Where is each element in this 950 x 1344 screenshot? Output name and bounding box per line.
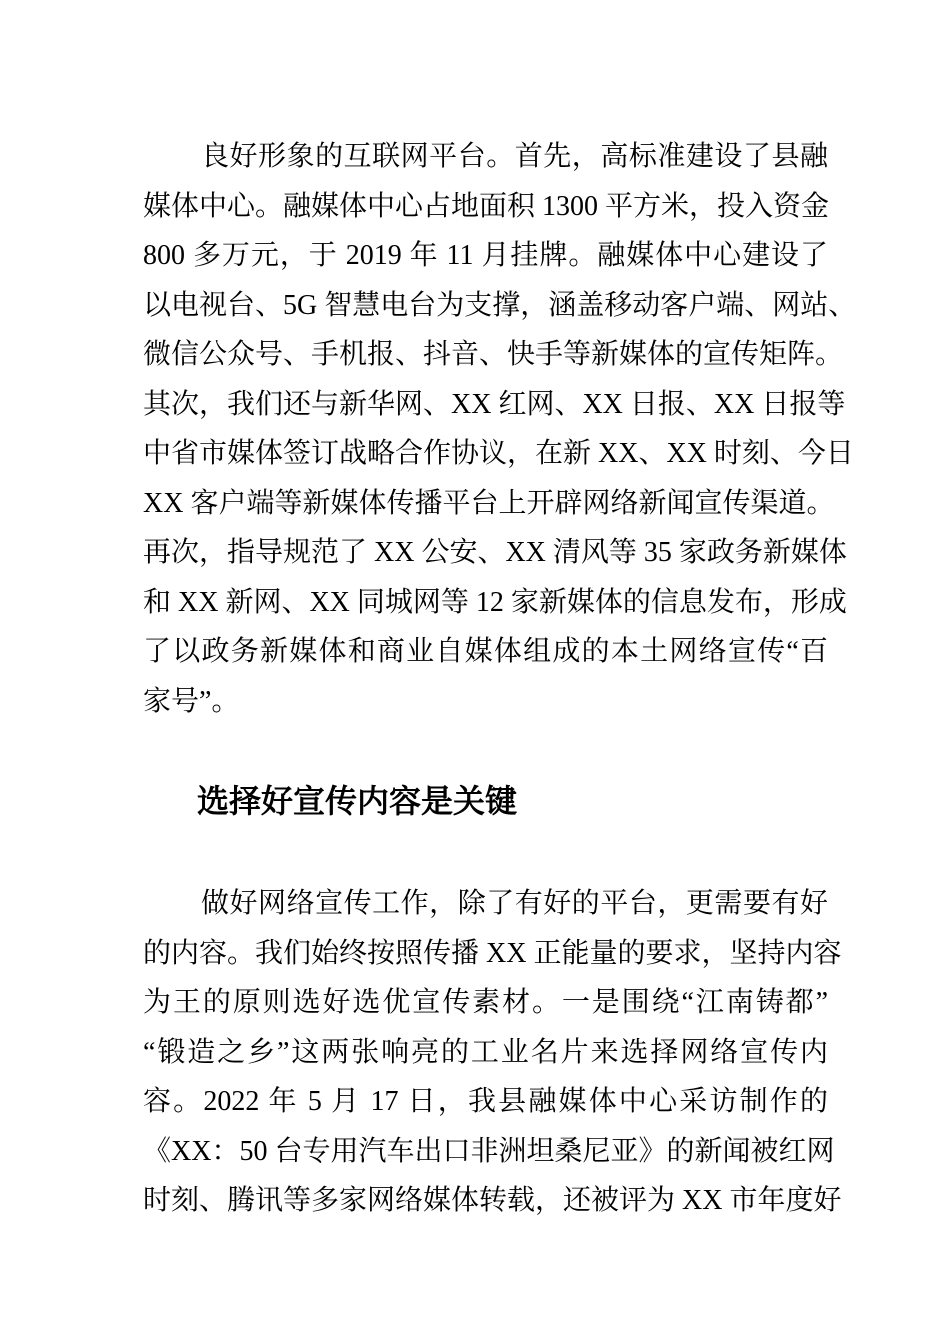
text-line: 了以政务新媒体和商业自媒体组成的本土网络宣传“百 <box>143 636 828 667</box>
text-line: 为王的原则选好选优宣传素材。一是围绕“江南铸都” <box>143 987 828 1018</box>
paragraph-platform-building <box>143 132 857 726</box>
paragraph-content-selection <box>143 879 842 1226</box>
text-line: 容。2022 年 5 月 17 日，我县融媒体中心采访制作的 <box>143 1086 828 1117</box>
text-line: 做好网络宣传工作，除了有好的平台，更需要有好 <box>201 888 828 919</box>
text-line: XX 客户端等新媒体传播平台上开辟网络新闻宣传渠道。 <box>143 487 835 519</box>
text-line: 再次，指导规范了 XX 公安、XX 清风等 35 家政务新媒体 <box>143 537 847 568</box>
text-line: 和 XX 新网、XX 同城网等 12 家新媒体的信息发布，形成 <box>143 586 847 618</box>
text-line: 时刻、腾讯等多家网络媒体转载，还被评为 XX 市年度好 <box>143 1185 842 1216</box>
text-line: 微信公众号、手机报、抖音、快手等新媒体的宣传矩阵。 <box>143 339 844 370</box>
text-line: 家号”。 <box>143 685 240 717</box>
section-heading: 选择好宣传内容是关键 <box>197 783 518 819</box>
document-content <box>143 132 857 1226</box>
text-line: 媒体中心。融媒体中心占地面积 1300 平方米，投入资金 <box>143 190 830 222</box>
text-line: 良好形象的互联网平台。首先，高标准建设了县融 <box>201 141 828 172</box>
text-line: 的内容。我们始终按照传播 XX 正能量的要求，坚持内容 <box>143 937 842 969</box>
text-line: 以电视台、5G 智慧电台为支撑，涵盖移动客户端、网站、 <box>143 289 857 321</box>
text-line: 800 多万元，于 2019 年 11 月挂牌。融媒体中心建设了 <box>143 240 828 271</box>
text-line: “锻造之乡”这两张响亮的工业名片来选择网络宣传内 <box>143 1036 828 1068</box>
text-line: 《XX：50 台专用汽车出口非洲坦桑尼亚》的新闻被红网 <box>143 1135 835 1167</box>
text-line: 中省市媒体签订战略合作协议，在新 XX、XX 时刻、今日 <box>143 438 854 469</box>
text-line: 其次，我们还与新华网、XX 红网、XX 日报、XX 日报等 <box>143 388 846 420</box>
